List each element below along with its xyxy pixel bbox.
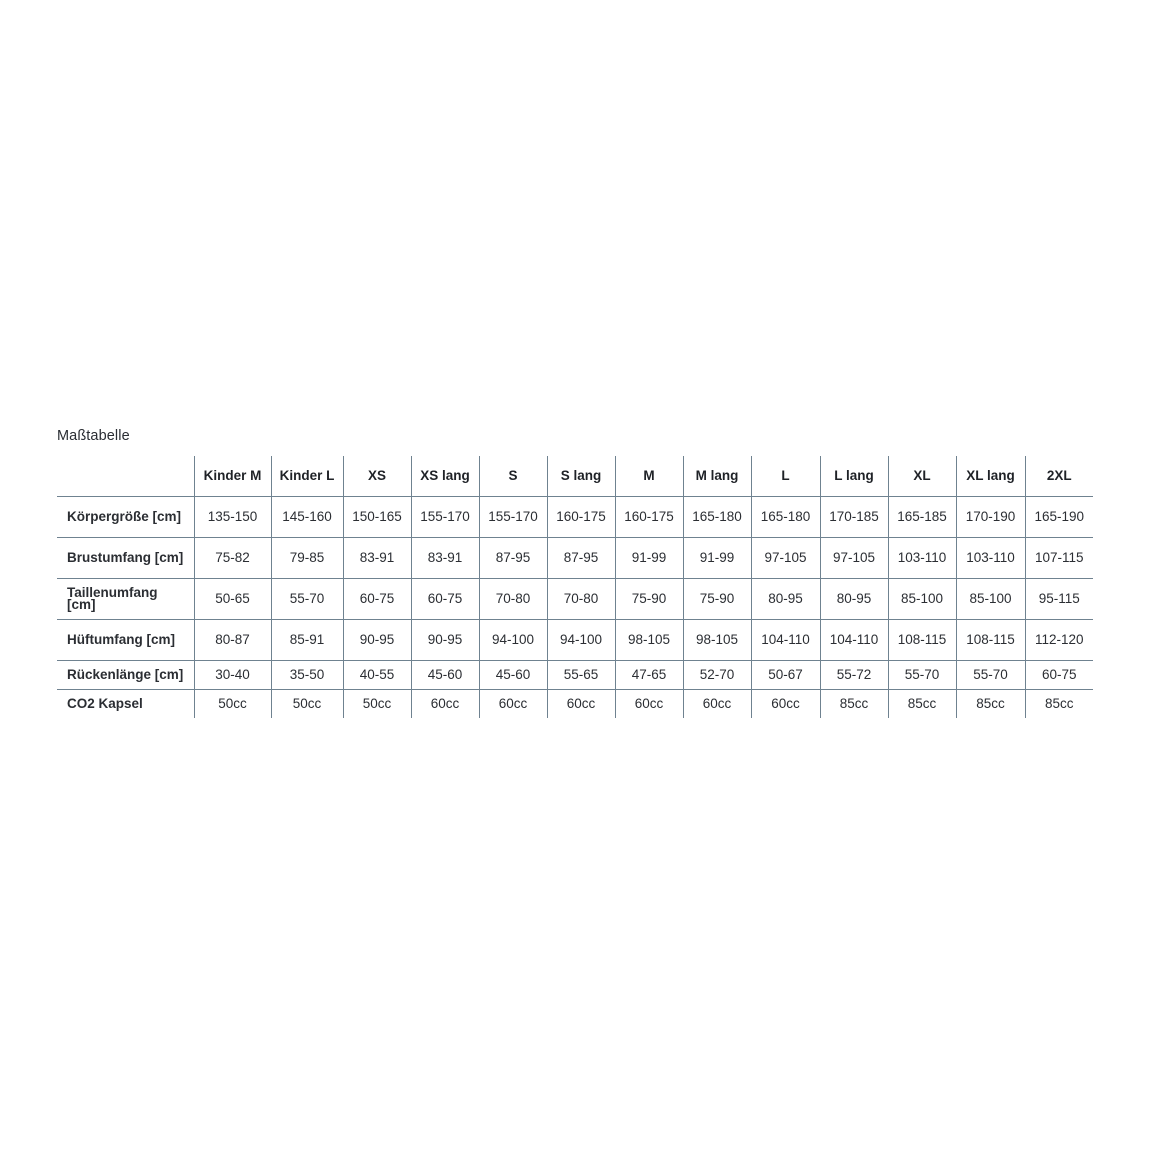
table-cell: 45-60 — [479, 661, 547, 690]
table-cell: 160-175 — [547, 497, 615, 538]
table-cell: 85-91 — [271, 620, 343, 661]
size-chart-table — [57, 456, 1093, 718]
table-cell: 80-95 — [751, 579, 820, 620]
table-cell: 50cc — [271, 690, 343, 719]
header-size: Kinder M — [194, 456, 271, 497]
header-size: XL — [888, 456, 956, 497]
table-row — [57, 579, 1093, 620]
table-cell: 75-90 — [683, 579, 751, 620]
table-cell: 103-110 — [956, 538, 1025, 579]
table-cell: 94-100 — [547, 620, 615, 661]
header-row — [57, 456, 1093, 497]
table-cell: 75-82 — [194, 538, 271, 579]
table-cell: 150-165 — [343, 497, 411, 538]
table-cell: 91-99 — [615, 538, 683, 579]
table-cell: 60cc — [683, 690, 751, 719]
table-cell: 91-99 — [683, 538, 751, 579]
header-size: XS — [343, 456, 411, 497]
table-cell: 85cc — [1025, 690, 1093, 719]
table-cell: 90-95 — [411, 620, 479, 661]
table-cell: 104-110 — [751, 620, 820, 661]
table-cell: 155-170 — [411, 497, 479, 538]
table-cell: 70-80 — [547, 579, 615, 620]
table-cell: 90-95 — [343, 620, 411, 661]
table-cell: 165-190 — [1025, 497, 1093, 538]
table-cell: 79-85 — [271, 538, 343, 579]
header-size: S — [479, 456, 547, 497]
table-cell: 40-55 — [343, 661, 411, 690]
table-row — [57, 538, 1093, 579]
table-cell: 50cc — [343, 690, 411, 719]
row-label: Rückenlänge [cm] — [57, 661, 194, 690]
table-cell: 94-100 — [479, 620, 547, 661]
table-row — [57, 620, 1093, 661]
table-cell: 108-115 — [956, 620, 1025, 661]
table-cell: 60cc — [547, 690, 615, 719]
table-cell: 80-95 — [820, 579, 888, 620]
row-label: CO2 Kapsel — [67, 695, 143, 711]
table-cell: 112-120 — [1025, 620, 1093, 661]
table-cell: 135-150 — [194, 497, 271, 538]
header-size: L lang — [820, 456, 888, 497]
row-label: Körpergröße [cm] — [57, 497, 194, 538]
header-corner — [57, 456, 194, 497]
table-cell: 50-65 — [194, 579, 271, 620]
table-cell: 104-110 — [820, 620, 888, 661]
table-cell: 55-70 — [271, 579, 343, 620]
table-row — [57, 690, 1093, 719]
table-cell: 30-40 — [194, 661, 271, 690]
table-cell: 98-105 — [683, 620, 751, 661]
header-size: M — [615, 456, 683, 497]
table-cell: 87-95 — [547, 538, 615, 579]
table-cell: 85cc — [888, 690, 956, 719]
page-title: Maßtabelle — [57, 428, 130, 444]
table-row — [57, 661, 1093, 690]
table-cell: 85-100 — [956, 579, 1025, 620]
table-cell: 97-105 — [751, 538, 820, 579]
table-cell: 87-95 — [479, 538, 547, 579]
table-cell: 98-105 — [615, 620, 683, 661]
table-cell: 60cc — [411, 690, 479, 719]
table-cell: 95-115 — [1025, 579, 1093, 620]
table-cell: 165-180 — [683, 497, 751, 538]
row-label: Taillenumfang [cm] — [57, 579, 194, 620]
table-cell: 145-160 — [271, 497, 343, 538]
header-size: M lang — [683, 456, 751, 497]
table-cell: 55-70 — [956, 661, 1025, 690]
table-cell: 170-190 — [956, 497, 1025, 538]
header-size: 2XL — [1025, 456, 1093, 497]
table-cell: 85cc — [820, 690, 888, 719]
table-cell: 47-65 — [615, 661, 683, 690]
header-size: Kinder L — [271, 456, 343, 497]
table-cell: 70-80 — [479, 579, 547, 620]
header-size: S lang — [547, 456, 615, 497]
table-cell: 170-185 — [820, 497, 888, 538]
table-cell: 165-180 — [751, 497, 820, 538]
table-cell: 85-100 — [888, 579, 956, 620]
table-cell: 60-75 — [343, 579, 411, 620]
table-cell: 85cc — [956, 690, 1025, 719]
table-cell: 108-115 — [888, 620, 956, 661]
table-cell: 60-75 — [1025, 661, 1093, 690]
header-size: L — [751, 456, 820, 497]
table-cell: 80-87 — [194, 620, 271, 661]
table-cell: 165-185 — [888, 497, 956, 538]
table-cell: 155-170 — [479, 497, 547, 538]
table-cell: 160-175 — [615, 497, 683, 538]
table-cell: 35-50 — [271, 661, 343, 690]
table-cell: 75-90 — [615, 579, 683, 620]
header-size: XL lang — [956, 456, 1025, 497]
table-cell: 83-91 — [343, 538, 411, 579]
table-cell: 60-75 — [411, 579, 479, 620]
row-label: Hüftumfang [cm] — [57, 620, 194, 661]
table-cell: 83-91 — [411, 538, 479, 579]
table-cell: 52-70 — [683, 661, 751, 690]
table-row — [57, 497, 1093, 538]
table-cell: 50-67 — [751, 661, 820, 690]
table-cell: 60cc — [479, 690, 547, 719]
table-cell: 55-65 — [547, 661, 615, 690]
table-cell: 60cc — [751, 690, 820, 719]
table-cell: 107-115 — [1025, 538, 1093, 579]
table-cell: 55-72 — [820, 661, 888, 690]
table-cell: 60cc — [615, 690, 683, 719]
row-label: Brustumfang [cm] — [57, 538, 194, 579]
table-cell: 97-105 — [820, 538, 888, 579]
table-cell: 55-70 — [888, 661, 956, 690]
table-cell: 45-60 — [411, 661, 479, 690]
header-size: XS lang — [411, 456, 479, 497]
table-cell: 50cc — [194, 690, 271, 719]
table-cell: 103-110 — [888, 538, 956, 579]
